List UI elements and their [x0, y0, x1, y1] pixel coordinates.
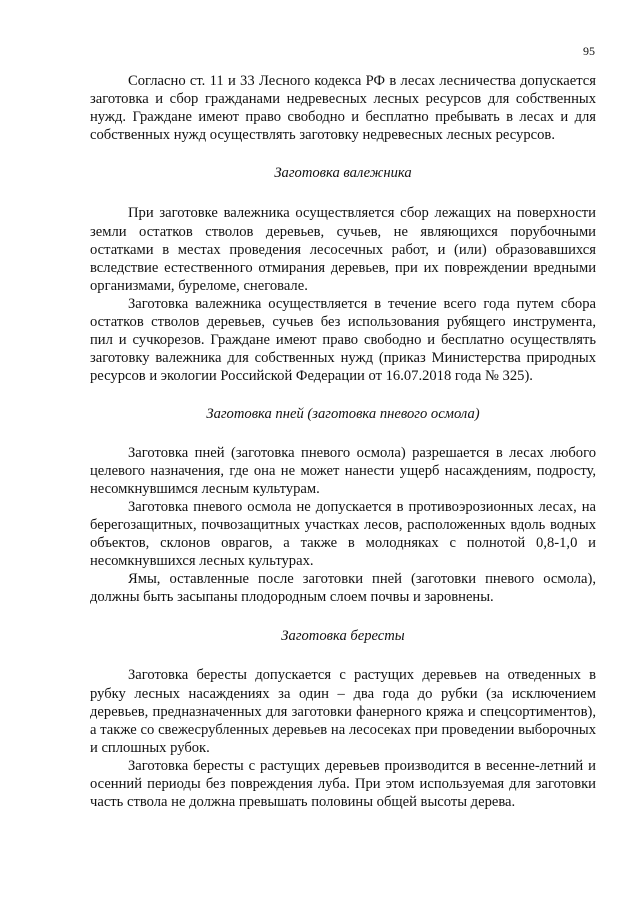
page-number: 95 [583, 44, 595, 58]
paragraph-stumps-3: Ямы, оставленные после заготовки пней (заготовки пневого осмола), должны быть засыпаны плодородным слоем почвы и заровнены. [90, 571, 596, 606]
intro-paragraph: Согласно ст. 11 и 33 Лесного кодекса РФ в лесах лесничества допускается заготовка и сбор гражданами недревесных лесных ресурсов для собственных нужд. Граждане имеют право свободно и бесплатно пребывать в лесах и для собственных нужд осуществлять заготовку недревесных лесных ресурсов. [90, 73, 596, 144]
paragraph-deadwood-2: Заготовка валежника осуществляется в течение всего года путем сбора остатков стволов деревьев, сучьев без использования рубящего инструмента, пил и сучкорезов. Граждане имеют право свободно и бесплатно осуществлять заготовку валежника для собственных нужд (приказ Министерства природных ресурсов и экологии Российской Федерации от 16.07.2018 года № 325). [90, 295, 596, 385]
paragraph-birch-bark-1: Заготовка бересты допускается с растущих деревьев на отведенных в рубку лесных насаждениях за один – два года до рубки (за исключением деревьев, предназначенных для заготовки фанерного кряжа и спецсортиментов), а также со свежесрубленных деревьев на лесосеках при проведении выборочных и сплошных рубок. [90, 667, 596, 756]
paragraph-stumps-2: Заготовка пневого осмола не допускается в противоэрозионных лесах, на берегозащитных, почвозащитных участках лесов, расположенных вдоль водных объектов, склонов оврагов, а также в молодняках с полнотой 0,8-1,0 и несомкнувшихся лесных культурах. [90, 498, 596, 570]
paragraph-deadwood-1: При заготовке валежника осуществляется сбор лежащих на поверхности земли остатков стволов деревьев, сучьев, не являющихся порубочными остатками в местах проведения лесосечных работ, и (или) образовавшихся вследствие естественного отмирания деревьев, при их повреждении вредными организмами, буреломе, снеговале. [90, 205, 596, 294]
page-content [90, 72, 596, 811]
paragraph-birch-bark-2: Заготовка бересты с растущих деревьев производится в весенне-летний и осенний периоды без повреждения луба. При этом используемая для заготовки часть ствола не должна превышать половины общей высоты дерева. [90, 757, 596, 811]
section-heading-birch-bark: Заготовка бересты [281, 628, 405, 645]
section-heading-deadwood: Заготовка валежника [274, 165, 412, 182]
section-heading-stumps: Заготовка пней (заготовка пневого осмола) [206, 406, 480, 423]
paragraph-stumps-1: Заготовка пней (заготовка пневого осмола) разрешается в лесах любого целевого назначения, где она не может нанести ущерб насаждениям, подросту, несомкнувшимся лесным культурам. [90, 444, 596, 497]
